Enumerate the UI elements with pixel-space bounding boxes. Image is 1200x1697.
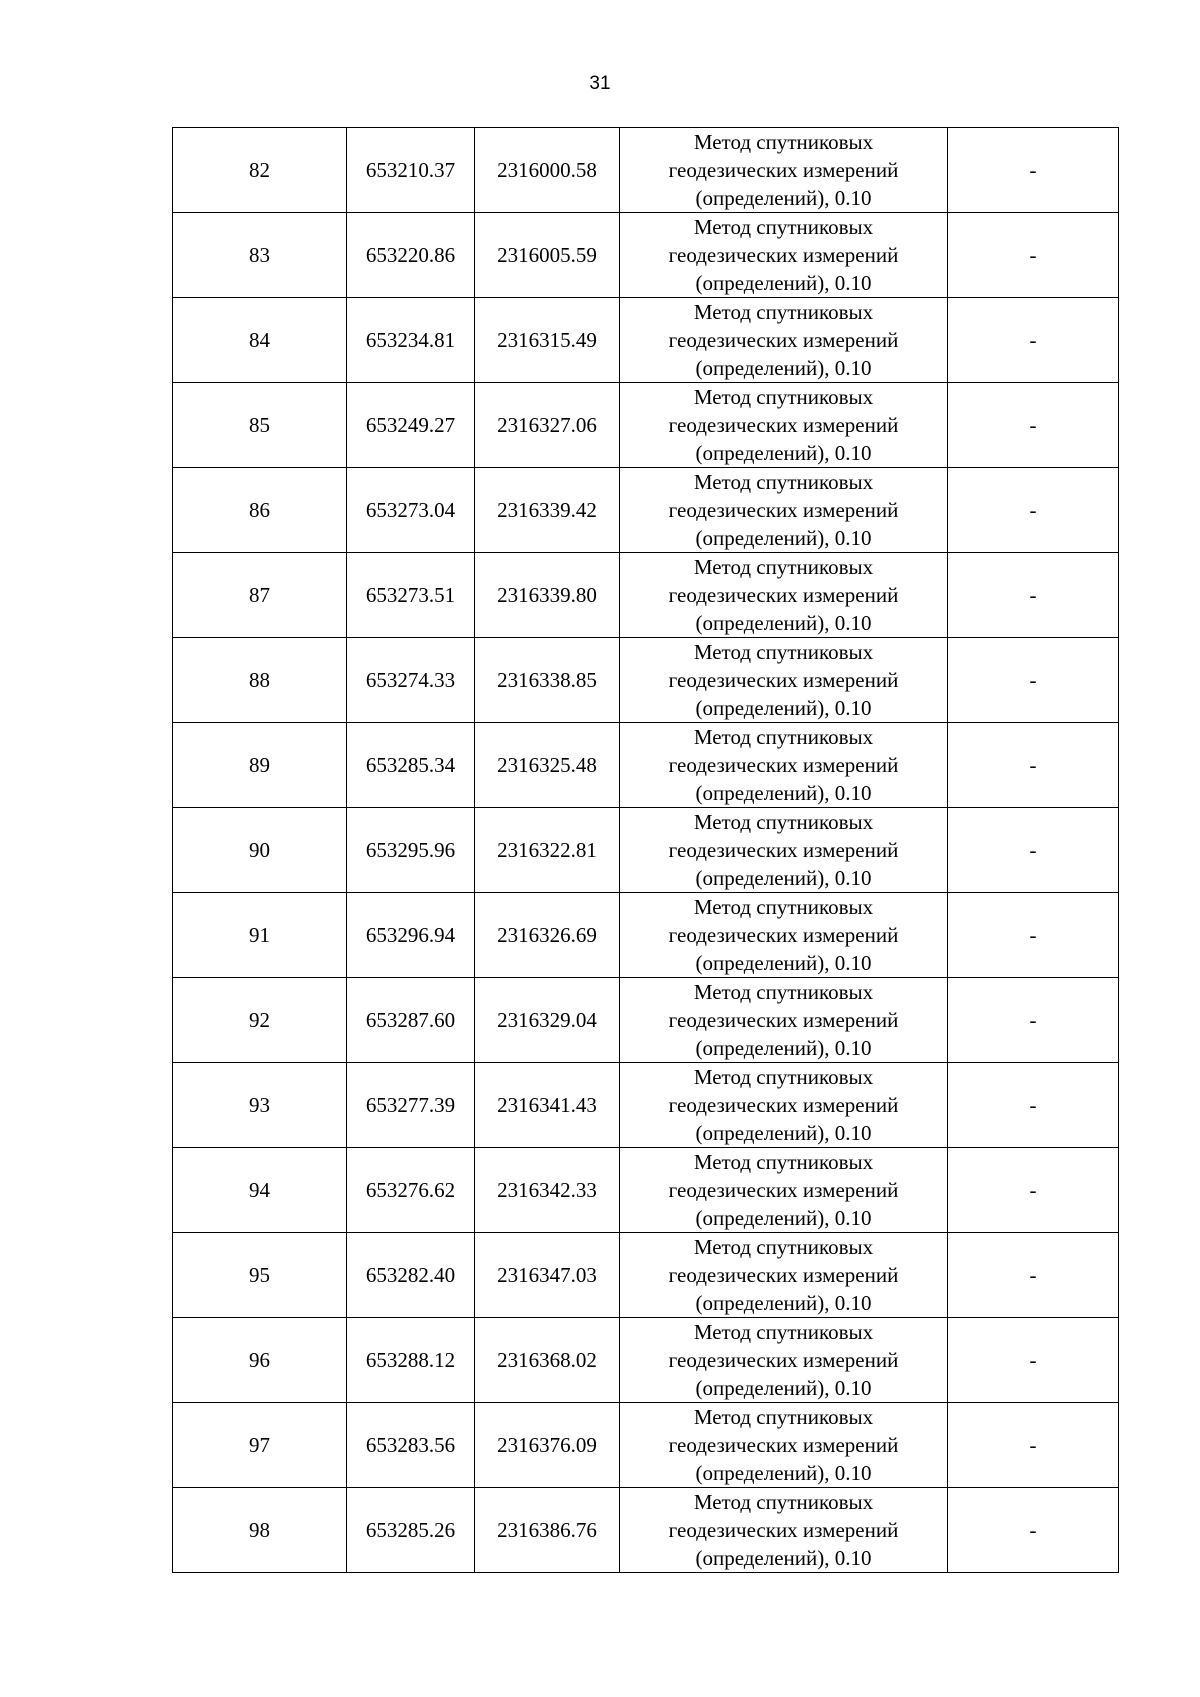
table-row <box>173 1063 1119 1148</box>
x-coordinate-cell: 653296.94 <box>347 893 475 978</box>
x-coordinate-cell: 653220.86 <box>347 213 475 298</box>
method-line: геодезических измерений <box>668 1433 899 1457</box>
x-coordinate-cell: 653283.56 <box>347 1403 475 1488</box>
method-line: Метод спутниковых <box>693 1150 874 1174</box>
x-coordinate-cell: 653285.34 <box>347 723 475 808</box>
point-number-cell: 93 <box>173 1063 347 1148</box>
method-line: (определений), 0.10 <box>695 866 872 890</box>
table-row <box>173 213 1119 298</box>
method-line: геодезических измерений <box>668 838 899 862</box>
method-line: Метод спутниковых <box>693 980 874 1004</box>
method-cell <box>620 1318 948 1403</box>
method-cell <box>620 1233 948 1318</box>
method-cell <box>620 383 948 468</box>
coordinates-table <box>172 127 1119 1573</box>
y-coordinate-cell: 2316368.02 <box>475 1318 620 1403</box>
method-line: Метод спутниковых <box>693 725 874 749</box>
x-coordinate-cell: 653273.51 <box>347 553 475 638</box>
x-coordinate-cell: 653282.40 <box>347 1233 475 1318</box>
note-cell: - <box>948 893 1119 978</box>
method-line: геодезических измерений <box>668 1263 899 1287</box>
method-line: геодезических измерений <box>668 583 899 607</box>
note-cell: - <box>948 808 1119 893</box>
method-line: (определений), 0.10 <box>695 781 872 805</box>
table-body <box>173 128 1119 1573</box>
method-line: геодезических измерений <box>668 753 899 777</box>
point-number-cell: 87 <box>173 553 347 638</box>
point-number-cell: 85 <box>173 383 347 468</box>
method-line: Метод спутниковых <box>693 470 874 494</box>
point-number-cell: 83 <box>173 213 347 298</box>
table-row <box>173 808 1119 893</box>
method-line: геодезических измерений <box>668 1518 899 1542</box>
method-line: геодезических измерений <box>668 328 899 352</box>
point-number-cell: 89 <box>173 723 347 808</box>
method-cell <box>620 808 948 893</box>
y-coordinate-cell: 2316326.69 <box>475 893 620 978</box>
method-line: (определений), 0.10 <box>695 271 872 295</box>
note-cell: - <box>948 1488 1119 1573</box>
y-coordinate-cell: 2316000.58 <box>475 128 620 213</box>
x-coordinate-cell: 653274.33 <box>347 638 475 723</box>
table-row <box>173 128 1119 213</box>
x-coordinate-cell: 653285.26 <box>347 1488 475 1573</box>
note-cell: - <box>948 1233 1119 1318</box>
point-number-cell: 86 <box>173 468 347 553</box>
method-line: Метод спутниковых <box>693 130 874 154</box>
method-line: Метод спутниковых <box>693 1065 874 1089</box>
note-cell: - <box>948 213 1119 298</box>
page-number: 31 <box>589 73 611 94</box>
y-coordinate-cell: 2316325.48 <box>475 723 620 808</box>
method-line: (определений), 0.10 <box>695 1291 872 1315</box>
method-line: Метод спутниковых <box>693 1490 874 1514</box>
method-line: (определений), 0.10 <box>695 611 872 635</box>
y-coordinate-cell: 2316341.43 <box>475 1063 620 1148</box>
note-cell: - <box>948 723 1119 808</box>
method-cell <box>620 553 948 638</box>
method-line: Метод спутниковых <box>693 1235 874 1259</box>
table-row <box>173 1148 1119 1233</box>
y-coordinate-cell: 2316339.42 <box>475 468 620 553</box>
method-line: Метод спутниковых <box>693 1320 874 1344</box>
x-coordinate-cell: 653210.37 <box>347 128 475 213</box>
note-cell: - <box>948 638 1119 723</box>
point-number-cell: 96 <box>173 1318 347 1403</box>
note-cell: - <box>948 298 1119 383</box>
y-coordinate-cell: 2316347.03 <box>475 1233 620 1318</box>
method-line: геодезических измерений <box>668 923 899 947</box>
method-line: (определений), 0.10 <box>695 441 872 465</box>
table-row <box>173 723 1119 808</box>
table-row <box>173 468 1119 553</box>
method-cell <box>620 1403 948 1488</box>
y-coordinate-cell: 2316339.80 <box>475 553 620 638</box>
y-coordinate-cell: 2316315.49 <box>475 298 620 383</box>
note-cell: - <box>948 553 1119 638</box>
method-cell <box>620 468 948 553</box>
table-row <box>173 553 1119 638</box>
point-number-cell: 91 <box>173 893 347 978</box>
point-number-cell: 98 <box>173 1488 347 1573</box>
method-line: геодезических измерений <box>668 1178 899 1202</box>
y-coordinate-cell: 2316376.09 <box>475 1403 620 1488</box>
method-line: геодезических измерений <box>668 1093 899 1117</box>
method-cell <box>620 1488 948 1573</box>
y-coordinate-cell: 2316322.81 <box>475 808 620 893</box>
x-coordinate-cell: 653249.27 <box>347 383 475 468</box>
method-line: (определений), 0.10 <box>695 1121 872 1145</box>
method-line: (определений), 0.10 <box>695 696 872 720</box>
note-cell: - <box>948 1063 1119 1148</box>
note-cell: - <box>948 383 1119 468</box>
x-coordinate-cell: 653288.12 <box>347 1318 475 1403</box>
method-cell <box>620 298 948 383</box>
note-cell: - <box>948 128 1119 213</box>
method-line: (определений), 0.10 <box>695 1546 872 1570</box>
point-number-cell: 90 <box>173 808 347 893</box>
y-coordinate-cell: 2316005.59 <box>475 213 620 298</box>
x-coordinate-cell: 653287.60 <box>347 978 475 1063</box>
method-line: геодезических измерений <box>668 668 899 692</box>
note-cell: - <box>948 1318 1119 1403</box>
note-cell: - <box>948 1403 1119 1488</box>
table-row <box>173 1488 1119 1573</box>
table-row <box>173 1403 1119 1488</box>
table-row <box>173 383 1119 468</box>
method-cell <box>620 1063 948 1148</box>
note-cell: - <box>948 978 1119 1063</box>
method-line: Метод спутниковых <box>693 215 874 239</box>
x-coordinate-cell: 653276.62 <box>347 1148 475 1233</box>
method-line: (определений), 0.10 <box>695 1376 872 1400</box>
x-coordinate-cell: 653234.81 <box>347 298 475 383</box>
method-line: Метод спутниковых <box>693 640 874 664</box>
method-line: (определений), 0.10 <box>695 1461 872 1485</box>
table-row <box>173 1233 1119 1318</box>
method-line: геодезических измерений <box>668 413 899 437</box>
point-number-cell: 84 <box>173 298 347 383</box>
method-line: Метод спутниковых <box>693 300 874 324</box>
method-line: Метод спутниковых <box>693 385 874 409</box>
y-coordinate-cell: 2316327.06 <box>475 383 620 468</box>
y-coordinate-cell: 2316342.33 <box>475 1148 620 1233</box>
table-row <box>173 1318 1119 1403</box>
method-line: Метод спутниковых <box>693 895 874 919</box>
method-line: Метод спутниковых <box>693 555 874 579</box>
point-number-cell: 82 <box>173 128 347 213</box>
x-coordinate-cell: 653273.04 <box>347 468 475 553</box>
x-coordinate-cell: 653277.39 <box>347 1063 475 1148</box>
note-cell: - <box>948 1148 1119 1233</box>
method-cell <box>620 128 948 213</box>
point-number-cell: 92 <box>173 978 347 1063</box>
point-number-cell: 94 <box>173 1148 347 1233</box>
method-cell <box>620 723 948 808</box>
table-row <box>173 298 1119 383</box>
x-coordinate-cell: 653295.96 <box>347 808 475 893</box>
table-row <box>173 638 1119 723</box>
method-line: (определений), 0.10 <box>695 951 872 975</box>
method-cell <box>620 213 948 298</box>
point-number-cell: 88 <box>173 638 347 723</box>
method-line: геодезических измерений <box>668 158 899 182</box>
method-cell <box>620 638 948 723</box>
note-cell: - <box>948 468 1119 553</box>
method-cell <box>620 893 948 978</box>
point-number-cell: 95 <box>173 1233 347 1318</box>
method-line: (определений), 0.10 <box>695 1036 872 1060</box>
method-line: геодезических измерений <box>668 1348 899 1372</box>
y-coordinate-cell: 2316329.04 <box>475 978 620 1063</box>
method-line: геодезических измерений <box>668 1008 899 1032</box>
table-row <box>173 978 1119 1063</box>
y-coordinate-cell: 2316386.76 <box>475 1488 620 1573</box>
method-line: геодезических измерений <box>668 243 899 267</box>
method-cell <box>620 978 948 1063</box>
table-row <box>173 893 1119 978</box>
method-line: Метод спутниковых <box>693 810 874 834</box>
point-number-cell: 97 <box>173 1403 347 1488</box>
method-line: (определений), 0.10 <box>695 526 872 550</box>
method-line: (определений), 0.10 <box>695 186 872 210</box>
method-cell <box>620 1148 948 1233</box>
method-line: геодезических измерений <box>668 498 899 522</box>
method-line: Метод спутниковых <box>693 1405 874 1429</box>
y-coordinate-cell: 2316338.85 <box>475 638 620 723</box>
method-line: (определений), 0.10 <box>695 1206 872 1230</box>
method-line: (определений), 0.10 <box>695 356 872 380</box>
